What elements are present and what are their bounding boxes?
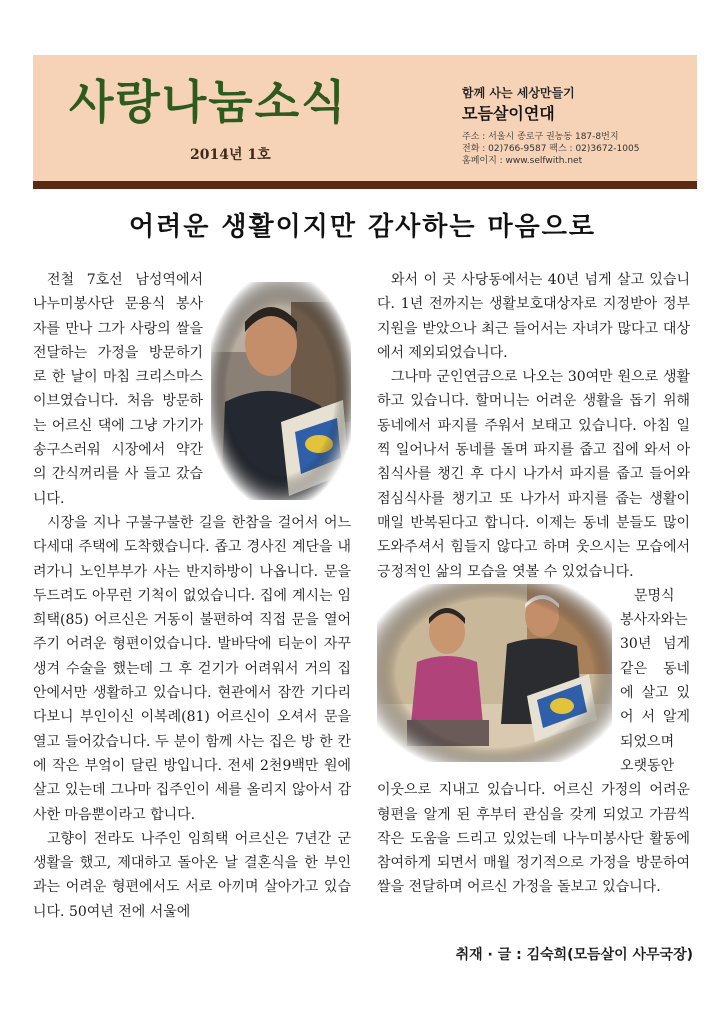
article-byline: 취재 · 글 : 김숙희(모듬살이 사무국장): [455, 947, 693, 963]
contact-info: [462, 131, 639, 167]
issue-number: 2014년 1호: [190, 147, 271, 163]
volunteer-photo: [211, 282, 351, 500]
homepage-line: 홈페이지 : www.selfwith.net: [462, 156, 583, 166]
article-paragraph: 시장을 지나 구불구불한 길을 한참을 걸어서 어느 다세대 주택에 도착했습니다. 좁고 경사진 계단을 내려가니 노인부부가 사는 반지하방이 나옵니다. 문을 두드려도 아무런 기척이 없었습니다. 집에 계시는 임희택(85) 어르신은 거동이 불편하여 직접 문을 열어주기 어려운 형편이었습니다. 발바닥에 티눈이 자꾸 생겨 수술을 했는데 그 후 걷기가 어려워서 거의 집안에서만 생활하고 있습니다. 현관에서 잠깐 기다리다보니 부인이신 이복례(81) 어르신이 오셔서 문을 열고 들어갔습니다. 두 분이 함께 사는 집은 방 한 칸에 작은 부엌이 달린 방입니다. 전세 2천9백만 원에 살고 있는데 그나마 집주인이 세를 올리지 않아서 감사한 마음뿐이라고 합니다.: [33, 514, 351, 823]
newsletter-title: 사랑나눔소식: [69, 75, 348, 129]
article-paragraph: 그나마 군인연금으로 나오는 30여만 원으로 생활하고 있습니다. 할머니는 어려운 생활을 돕기 위해 동네에서 파지를 주워서 보태고 있습니다. 아침 일찍 일어나서 동네를 돌며 파지를 줍고 집에 와서 아침식사를 챙긴 후 다시 나가서 파지를 줍고 들어와 점심식사를 챙기고 또 나가서 파지를 줍는 생활이 매일 반복된다고 합니다. 이제는 동네 분들도 많이 도와주셔서 힘들지 않다고 하며 웃으시는 모습에서 긍정적인 삶의 모습을 엿볼 수 있었습니다.: [377, 369, 690, 580]
org-name: 모듬살이연대: [462, 104, 555, 123]
article-paragraph: 와서 이 곳 사당동에서는 40년 넘게 살고 있습니다. 1년 전까지는 생활보호대상자로 지정받아 정부지원을 받았으나 최근 들어서는 자녀가 많다고 대상에서 제외되었습니다.: [377, 272, 690, 361]
article-column-right: [377, 268, 690, 900]
article-paragraph: 전철 7호선 남성역에서 나누미봉사단 문용식 봉사자를 만나 그가 사랑의 쌀을 전달하는 가정을 방문하기로 한 날이 마침 크리스마스 이브였습니다. 처음 방문하는 어르신 댁에 그냥 가기가 송구스러워 시장에서 약간의 간식꺼리를 사 들고 갔습니다.: [33, 272, 203, 507]
article-headline: 어려운 생활이지만 감사하는 마음으로: [128, 212, 596, 242]
org-tagline: 함께 사는 세상만들기: [462, 86, 575, 100]
article-column-left: [33, 268, 351, 924]
phone-line: 전화 : 02)766-9587 팩스 : 02)3672-1005: [462, 144, 640, 154]
article-paragraph: 문명식 봉사자와는 30년 넘게 같은 동네에 살고 있어 서 알게 되었으며 오랫동안 이웃으로 지내고 있습니다. 어르신 가정의 어려운 형편을 알게 된 후부터 관심을 갖게 되었고 가끔씩 작은 도움을 드리고 있었는데 나누미봉사단 활동에 참여하게 되면서 매월 정기적으로 가정을 방문하여 쌀을 전달하며 어르신 가정을 돌보고 있습니다.: [377, 587, 690, 896]
address-line: 주소 : 서울시 종로구 권농동 187-8번지: [462, 132, 619, 142]
masthead-divider: [33, 181, 697, 189]
elderly-couple-photo: [377, 584, 612, 762]
article-paragraph: 고향이 전라도 나주인 임희택 어르신은 7년간 군 생활을 했고, 제대하고 돌아온 날 결혼식을 한 부인과는 어려운 형편에서도 서로 아끼며 살아가고 있습니다. 50여년 전에 서울에: [33, 830, 351, 920]
